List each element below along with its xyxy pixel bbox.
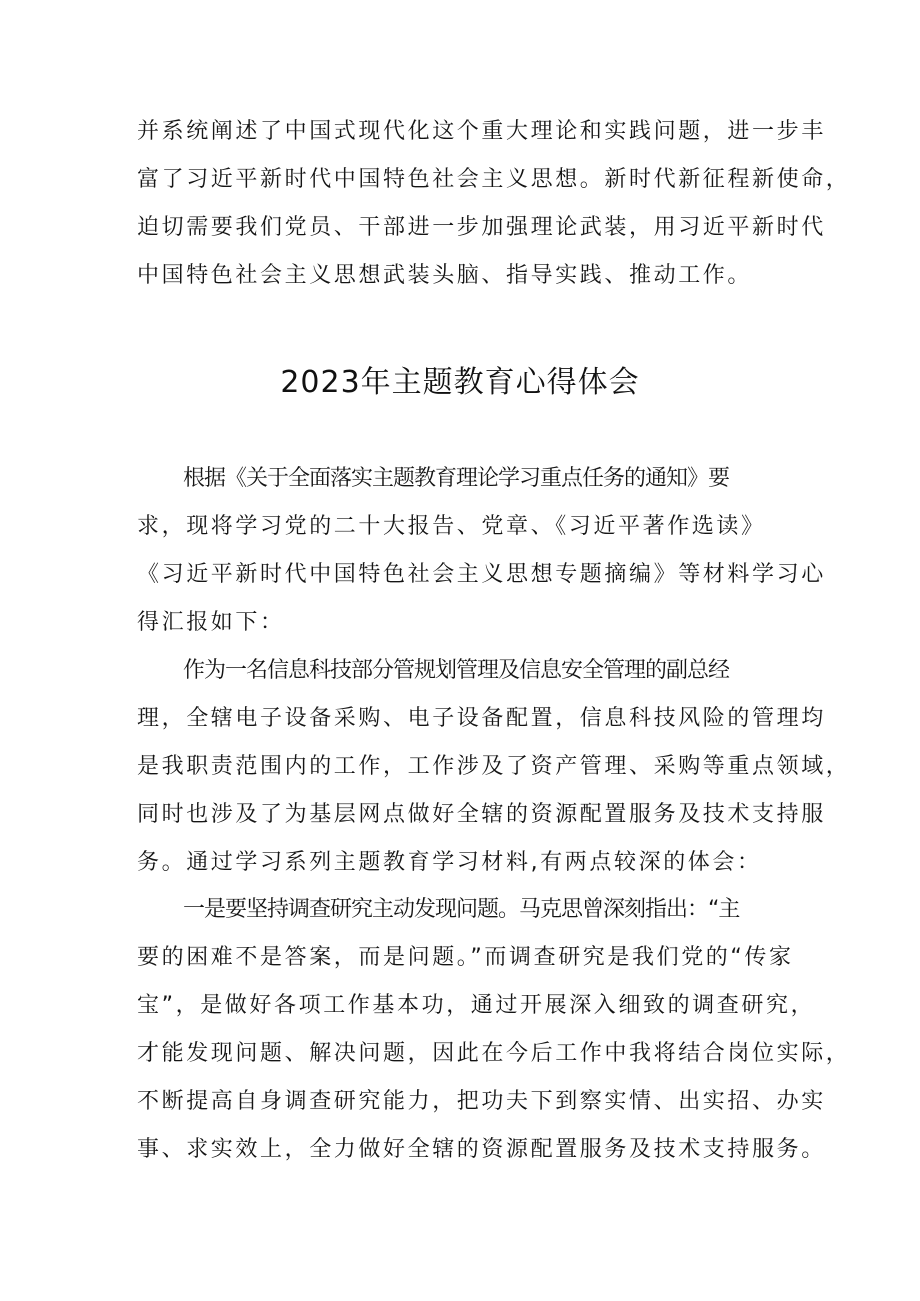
paragraph-2-line-2: 理，全辖电子设备采购、电子设备配置，信息科技风险的管理均 [137, 706, 826, 731]
paragraph-3-line-1: 一是要坚持调查研究主动发现问题。马克思曾深刻指出：“主 [183, 897, 740, 922]
intro-line-4: 中国特色社会主义思想武装头脑、指导实践、推动工作。 [137, 263, 753, 288]
paragraph-2-line-1: 作为一名信息科技部分管规划管理及信息安全管理的副总经 [183, 658, 730, 683]
paragraph-1-line-3: 《习近平新时代中国特色社会主义思想专题摘编》等材料学习心 [137, 562, 826, 587]
document-title: 2023年主题教育心得体会 [280, 365, 640, 400]
paragraph-3-line-3: 宝”，是做好各项工作基本功，通过开展深入细致的调查研究， [137, 993, 816, 1018]
paragraph-3-line-6: 事、求实效上，全力做好全辖的资源配置服务及技术支持服务。 [137, 1137, 826, 1162]
paragraph-1-line-2: 求，现将学习党的二十大报告、党章、《习近平著作选读》 [137, 514, 766, 539]
paragraph-3-line-4: 才能发现问题、解决问题，因此在今后工作中我将结合岗位实际， [137, 1041, 851, 1066]
paragraph-1-line-4: 得汇报如下： [137, 610, 285, 635]
paragraph-2-line-3: 是我职责范围内的工作，工作涉及了资产管理、采购等重点领域， [137, 754, 851, 779]
paragraph-3-line-5: 不断提高自身调查研究能力，把功夫下到察实情、出实招、办实 [137, 1089, 826, 1114]
paragraph-2-line-5: 务。通过学习系列主题教育学习材料,有两点较深的体会： [137, 850, 762, 875]
paragraph-3-line-2: 要的困难不是答案，而是问题。”而调查研究是我们党的“传家 [137, 945, 794, 970]
intro-line-3: 迫切需要我们党员、干部进一步加强理论武装，用习近平新时代 [137, 215, 826, 240]
paragraph-2-line-4: 同时也涉及了为基层网点做好全辖的资源配置服务及技术支持服 [137, 802, 826, 827]
intro-line-1: 并系统阐述了中国式现代化这个重大理论和实践问题，进一步丰 [137, 119, 826, 144]
paragraph-1-line-1: 根据《关于全面落实主题教育理论学习重点任务的通知》要 [183, 466, 730, 491]
intro-line-2: 富了习近平新时代中国特色社会主义思想。新时代新征程新使命， [137, 167, 851, 192]
